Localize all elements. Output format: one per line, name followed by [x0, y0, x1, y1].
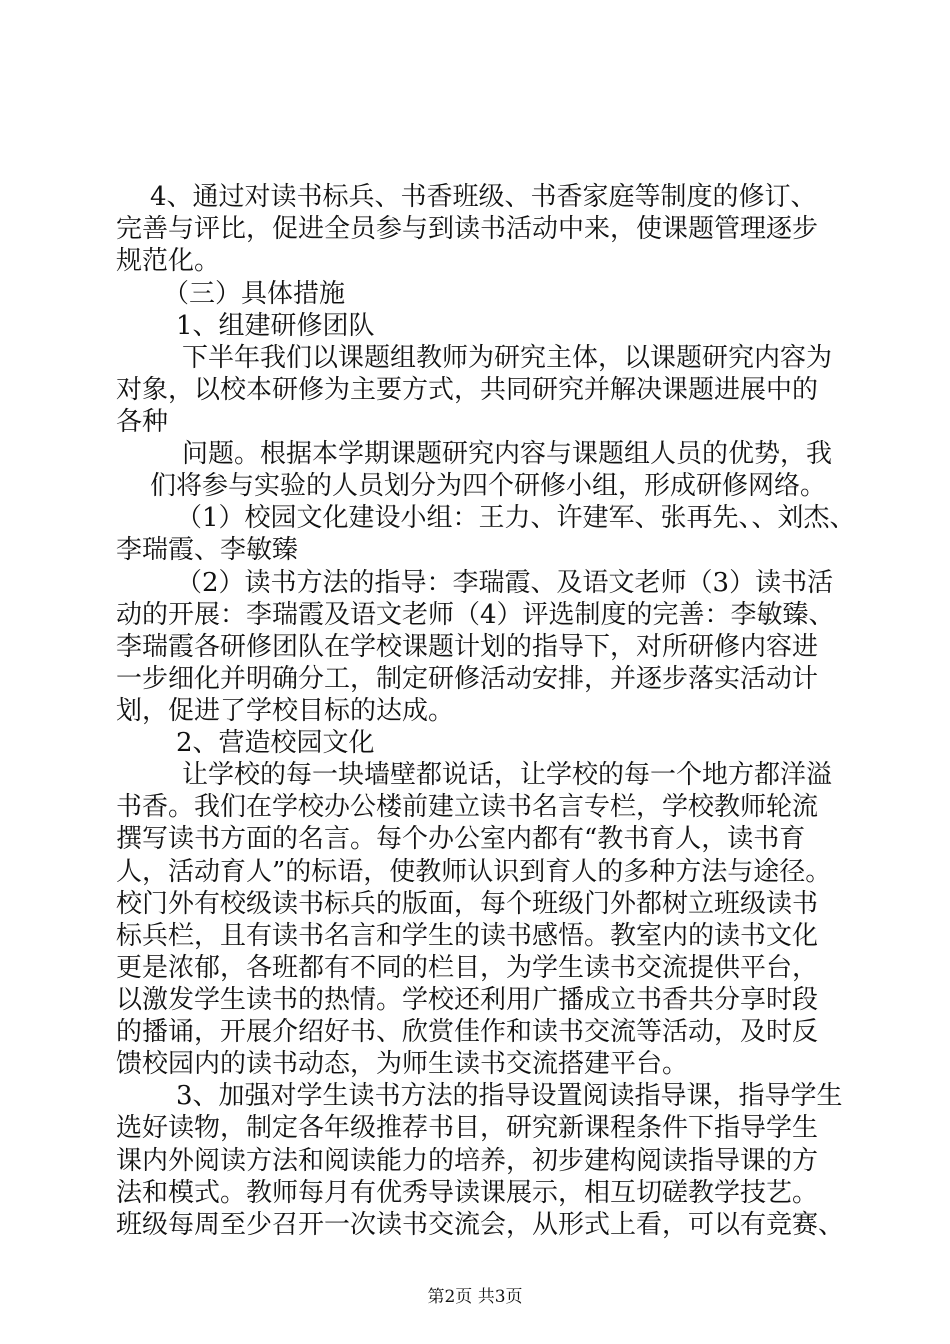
section-heading: （三）具体措施 — [163, 279, 346, 309]
text-line: 一步细化并明确分工，制定研修活动安排，并逐步落实活动计 — [116, 664, 819, 694]
text-line: 各种 — [116, 407, 169, 437]
text-line: 划，促进了学校目标的达成。 — [116, 696, 455, 726]
page-footer: 第2页 共3页 — [427, 1287, 523, 1307]
text-line: 班级每周至少召开一次读书交流会，从形式上看，可以有竞赛、 — [116, 1210, 845, 1240]
text-line: 问题。根据本学期课题研究内容与课题组人员的优势，我 — [182, 439, 833, 469]
text-line: 李瑞霞、李敏臻 — [116, 535, 299, 565]
text-line: 馈校园内的读书动态，为师生读书交流搭建平台。 — [116, 1049, 689, 1079]
text-line: 选好读物，制定各年级推荐书目，研究新课程条件下指导学生 — [116, 1113, 819, 1143]
text-line: 以激发学生读书的热情。学校还利用广播成立书香共分享时段 — [116, 985, 819, 1015]
text-line: 们将参与实验的人员划分为四个研修小组，形成研修网络。 — [150, 471, 827, 501]
text-line: 动的开展：李瑞霞及语文老师（4）评选制度的完善：李敏臻、 — [116, 600, 835, 630]
text-line: 的播诵，开展介绍好书、欣赏佳作和读书交流等活动，及时反 — [116, 1017, 819, 1047]
subsection-heading: 1、组建研修团队 — [176, 311, 375, 341]
text-line: 校门外有校级读书标兵的版面，每个班级门外都树立班级读书 — [116, 889, 819, 919]
text-line: 书香。我们在学校办公楼前建立读书名言专栏，学校教师轮流 — [116, 792, 819, 822]
text-line: 下半年我们以课题组教师为研究主体，以课题研究内容为 — [182, 343, 833, 373]
text-line: 法和模式。教师每月有优秀导读课展示，相互切磋教学技艺。 — [116, 1178, 819, 1208]
text-line: （2）读书方法的指导：李瑞霞、及语文老师（3）读书活 — [176, 568, 834, 598]
text-line: （1）校园文化建设小组：王力、许建军、张再先、、刘杰、 — [176, 503, 856, 533]
text-line: 规范化。 — [116, 246, 221, 276]
text-line: 人，活动育人”的标语，使教师认识到育人的多种方法与途径。 — [116, 857, 832, 887]
text-line: 撰写读书方面的名言。每个办公室内都有“教书育人，读书育 — [116, 824, 806, 854]
text-line: 完善与评比，促进全员参与到读书活动中来，使课题管理逐步 — [116, 214, 819, 244]
subsection-heading: 2、营造校园文化 — [176, 728, 375, 758]
text-line: 标兵栏，且有读书名言和学生的读书感悟。教室内的读书文化 — [116, 921, 819, 951]
text-line: 4、通过对读书标兵、书香班级、书香家庭等制度的修订、 — [150, 182, 817, 212]
text-line: 更是浓郁，各班都有不同的栏目，为学生读书交流提供平台， — [116, 953, 819, 983]
text-line: 对象，以校本研修为主要方式，共同研究并解决课题进展中的 — [116, 375, 819, 405]
text-line: 李瑞霞各研修团队在学校课题计划的指导下，对所研修内容进 — [116, 632, 819, 662]
text-line: 让学校的每一块墙壁都说话，让学校的每一个地方都洋溢 — [182, 760, 833, 790]
text-line: 3、加强对学生读书方法的指导设置阅读指导课，指导学生 — [176, 1081, 843, 1111]
text-line: 课内外阅读方法和阅读能力的培养，初步建构阅读指导课的方 — [116, 1146, 819, 1176]
